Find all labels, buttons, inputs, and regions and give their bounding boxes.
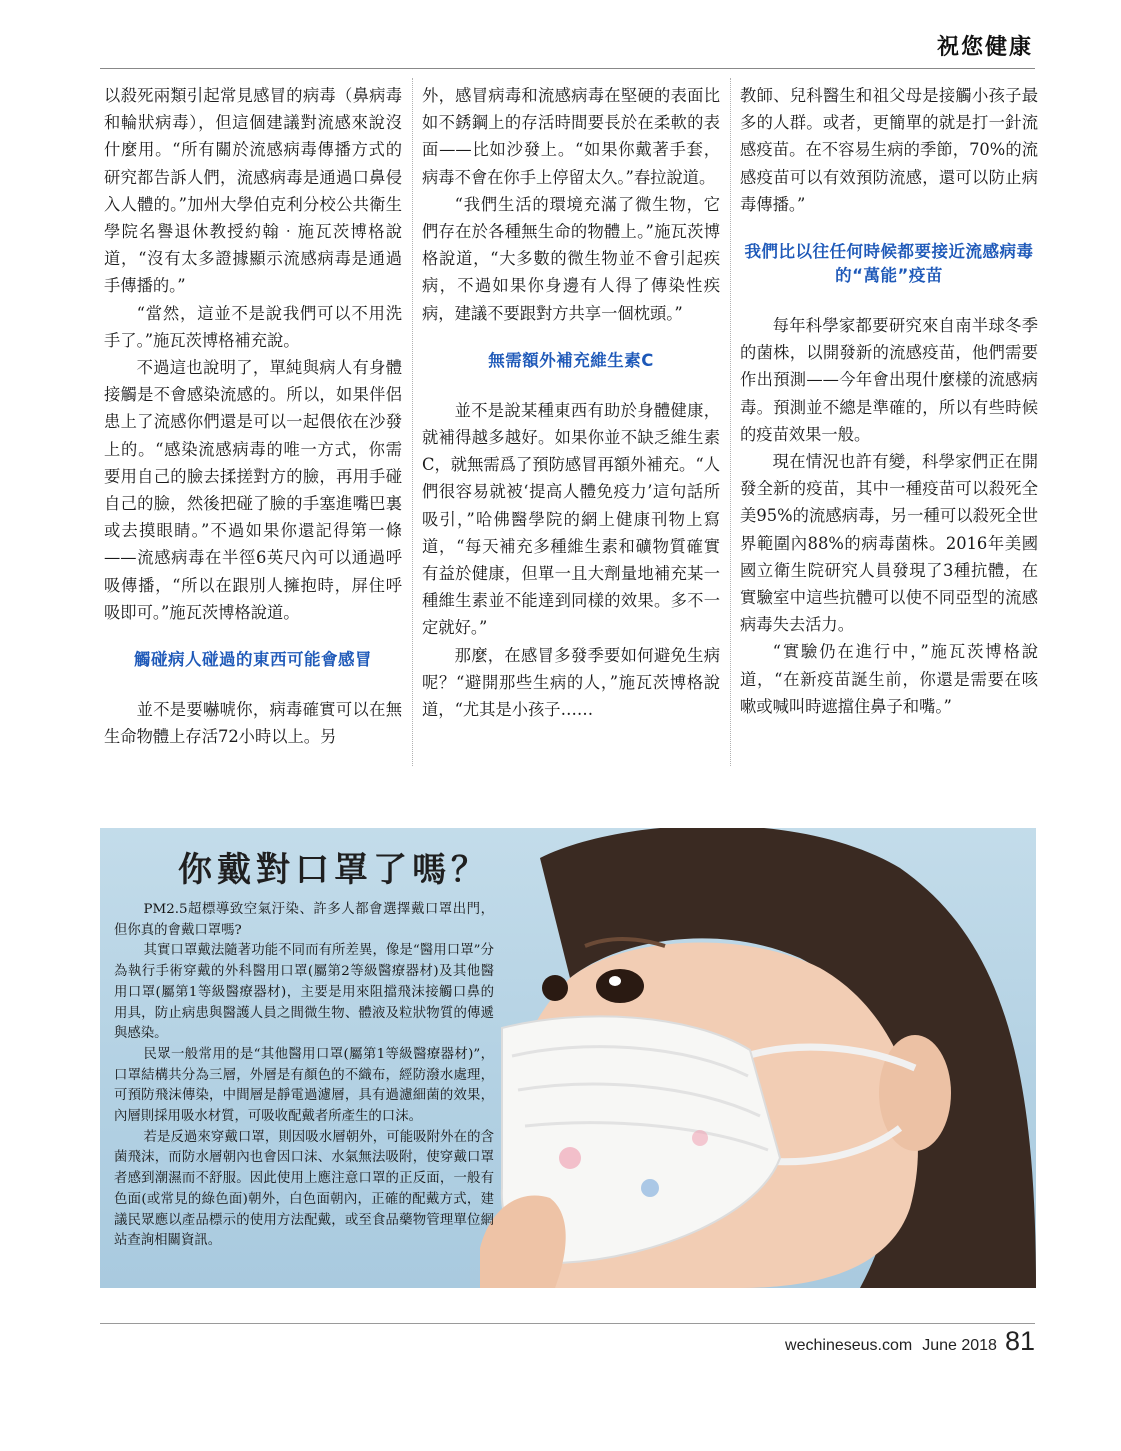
paragraph: 每年科學家都要研究來自南半球冬季的菌株，以開發新的流感疫苗，他們需要作出預測——今年會出現什麼樣的流感病毒。預測並不總是準確的，所以有些時候的疫苗效果一般。 [740, 316, 1038, 444]
paragraph: 現在情況也許有變，科學家們正在開發全新的疫苗，其中一種疫苗可以殺死全美95%的流感病毒，另一種可以殺死全世界範圍內88%的病毒菌株。2016年美國國立衛生院研究人員發現了3種抗體，在實驗室中這些抗體可以使不同亞型的流感病毒失去活力。 [740, 452, 1038, 635]
page-number: 81 [1004, 1326, 1035, 1356]
article-column-1 [104, 82, 402, 750]
paragraph: 若是反過來穿戴口罩，則因吸水層朝外，可能吸附外在的含菌飛沫，而防水層朝內也會因口沫、水氣無法吸附，使穿戴口罩者感到潮濕而不舒服。因此使用上應注意口罩的正反面，一般有色面(或常見的綠色面)朝外，白色面朝內，正確的配戴方式，建議民眾應以產品標示的使用方法配戴，或至食品藥物管理單位網站查詢相關資訊。 [114, 1129, 494, 1249]
footer-divider [100, 1323, 1035, 1324]
paragraph: “我們生活的環境充滿了微生物，它們存在於各種無生命的物體上。”施瓦茨博格說道，“大多數的微生物並不會引起疾病，不過如果你身邊有人得了傳染性疾病，建議不要跟對方共享一個枕頭。” [422, 194, 720, 323]
article-column-2 [422, 82, 720, 723]
article-column-3 [740, 82, 1038, 720]
paragraph: 教師、兒科醫生和祖父母是接觸小孩子最多的人群。或者，更簡單的就是打一針流感疫苗。在不容易生病的季節，70%的流感疫苗可以有效預防流感，還可以防止病毒傳播。” [740, 86, 1038, 214]
column-divider [730, 78, 731, 766]
paragraph: PM2.5超標導致空氣汙染、許多人都會選擇戴口罩出門，但你真的會戴口罩嗎? [114, 902, 494, 938]
header-divider [100, 68, 1035, 69]
paragraph: 以殺死兩類引起常見感冒的病毒（鼻病毒和輪狀病毒），但這個建議對流感來說沒什麼用。“所有關於流感病毒傳播方式的研究都告訴人們，流感病毒是通過口鼻侵入人體的。”加州大學伯克利分校公共衛生學院名譽退休教授約翰‧施瓦茨博格說道，“沒有太多證據顯示流感病毒是通過手傳播的。” [104, 86, 402, 296]
paragraph: “實驗仍在進行中，”施瓦茨博格說道，“在新疫苗誕生前，你還是需要在咳嗽或喊叫時遮擋住鼻子和嘴。” [740, 642, 1038, 716]
page-footer [785, 1326, 1035, 1357]
section-title: 祝您健康 [936, 34, 1033, 60]
paragraph: 其實口罩戴法隨著功能不同而有所差異，像是“醫用口罩”分為執行手術穿戴的外科醫用口罩(屬第2等級醫療器材)及其他醫用口罩(屬第1等級醫療器材)，主要是用來阻擋飛沫接觸口鼻的用具，防止病患與醫護人員之間微生物、體液及粒狀物質的傳遞與感染。 [114, 943, 494, 1042]
footer-website: wechineseus.com [785, 1337, 913, 1354]
paragraph: 並不是說某種東西有助於身體健康，就補得越多越好。如果你並不缺乏維生素C，就無需爲了預防感冒再額外補充。“人們很容易就被‘提高人體免疫力’這句話所吸引，”哈佛醫學院的網上健康刊物上寫道，“每天補充多種維生素和礦物質確實有益於健康，但單一且大劑量地補充某一種維生素並不能達到同樣的效果。多不一定就好。” [422, 400, 720, 638]
footer-issue-date: June 2018 [922, 1337, 997, 1354]
paragraph: 民眾一般常用的是“其他醫用口罩(屬第1等級醫療器材)”，口罩結構共分為三層，外層是有顏色的不織布，經防潑水處理，可預防飛沫傳染，中間層是靜電過濾層，具有過濾細菌的效果，內層則採用吸水材質，可吸收配戴者所產生的口沫。 [114, 1046, 494, 1125]
paragraph: “當然，這並不是說我們可以不用洗手了。”施瓦茨博格補充說。 [104, 303, 402, 350]
section-heading: 觸碰病人碰過的東西可能會感冒 [134, 650, 372, 670]
paragraph: 不過這也說明了，單純與病人有身體接觸是不會感染流感的。所以，如果伴侶患上了流感你們還是可以一起偎依在沙發上的。“感染流感病毒的唯一方式，你需要用自己的臉去揉搓對方的臉，再用手碰自己的臉，然後把碰了臉的手塞進嘴巴裏或去摸眼睛。”不過如果你還記得第一條——流感病毒在半徑6英尺內可以通過呼吸傳播，“所以在跟別人擁抱時，屏住呼吸即可。”施瓦茨博格說道。 [104, 358, 402, 622]
paragraph: 並不是要嚇唬你，病毒確實可以在無生命物體上存活72小時以上。另 [104, 700, 402, 747]
section-heading: 無需額外補充維生素C [488, 350, 654, 370]
mask-feature-title: 你戴對口罩了嗎？ [178, 850, 490, 890]
section-heading: 我們比以往任何時候都要接近流感病毒的“萬能”疫苗 [744, 242, 1034, 286]
mask-feature-box [100, 828, 1036, 1288]
column-divider [412, 78, 413, 766]
paragraph: 外，感冒病毒和流感病毒在堅硬的表面比如不銹鋼上的存活時間要長於在柔軟的表面——比如沙發上。“如果你戴著手套，病毒不會在你手上停留太久。”春拉說道。 [422, 86, 720, 187]
mask-feature-text [114, 900, 494, 1252]
paragraph: 那麼，在感冒多發季要如何避免生病呢？“避開那些生病的人，”施瓦茨博格說道，“尤其是小孩子…… [422, 645, 720, 720]
